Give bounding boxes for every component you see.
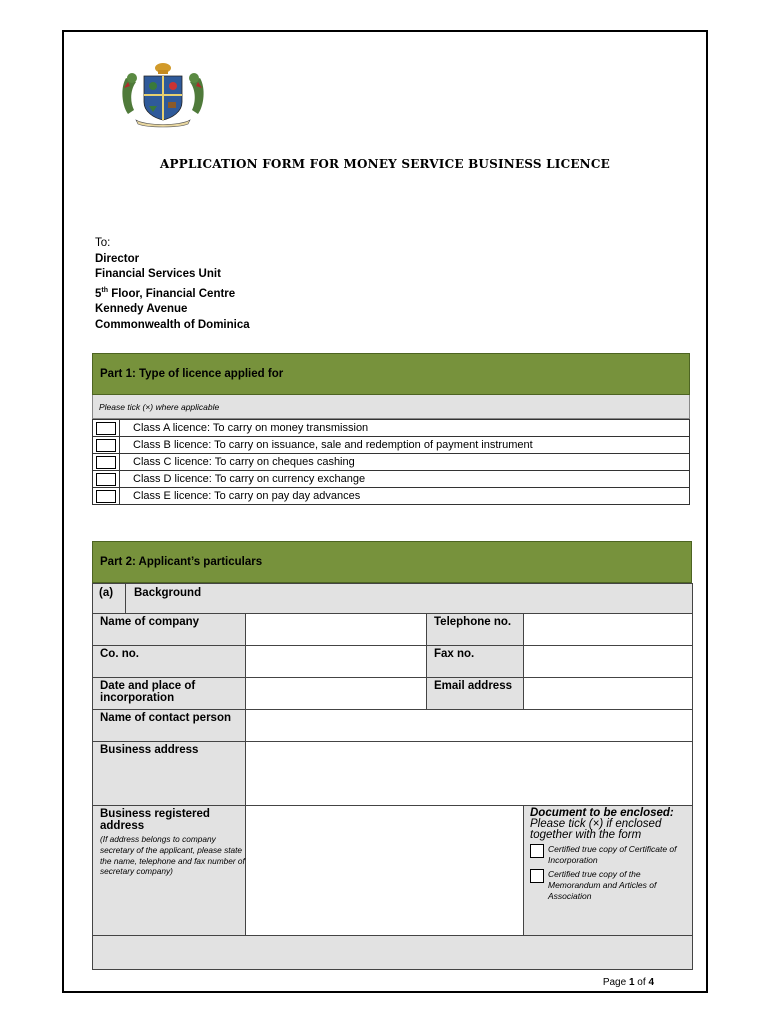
applicant-table [92,583,693,970]
contact-person-field[interactable] [246,710,693,742]
part1-header: Part 1: Type of licence applied for [92,353,690,395]
licence-option-row [93,454,690,471]
company-number-label: Co. no. [93,646,246,678]
business-address-label: Business address [93,742,246,806]
recipient-address [95,236,250,333]
contact-person-label: Name of contact person [93,710,246,742]
memorandum-label: Certified true copy of the Memorandum and Articles of Association [548,869,657,901]
email-label: Email address [427,678,524,710]
documents-enclosed-cell [524,806,693,936]
fax-field[interactable] [524,646,693,678]
business-address-field[interactable] [246,742,693,806]
telephone-field[interactable] [524,614,693,646]
licence-a-label: Class A licence: To carry on money transmission [120,420,690,437]
licence-e-checkbox[interactable] [96,490,116,503]
part2-header: Part 2: Applicant’s particulars [92,541,692,583]
address-line-country: Commonwealth of Dominica [95,318,250,331]
address-line-floor: 5th Floor, Financial Centre [95,286,236,300]
licence-e-label: Class E licence: To carry on pay day advances [120,488,690,505]
company-name-field[interactable] [246,614,427,646]
licence-option-row [93,420,690,437]
documents-instruction: Please tick (×) if enclosed together with the form [530,818,662,841]
incorporation-label: Date and place of incorporation [93,678,246,710]
document-item [530,869,688,902]
memorandum-checkbox[interactable] [530,869,544,883]
incorporation-field[interactable] [246,678,427,710]
address-line-unit: Financial Services Unit [95,268,221,281]
licence-d-label: Class D licence: To carry on currency exchange [120,471,690,488]
empty-grey-row [93,936,693,970]
address-line-street: Kennedy Avenue [95,303,188,316]
licence-c-label: Class C licence: To carry on cheques cashing [120,454,690,471]
registered-address-field[interactable] [246,806,524,936]
page-footer: Page 1 of 4 [602,977,654,988]
registered-address-note: (If address belongs to company secretary of the applicant, please state the name, telephone and fax number of secretary company) [100,834,245,877]
part1-instruction: Please tick (×) where applicable [92,395,690,419]
licence-b-checkbox[interactable] [96,439,116,452]
documents-heading: Document to be enclosed: [530,807,674,819]
telephone-label: Telephone no. [427,614,524,646]
coat-of-arms-crest [116,58,210,128]
document-item [530,844,688,866]
certificate-label: Certified true copy of Certificate of Incorporation [548,844,677,865]
section-letter: (a) [93,584,126,614]
form-title: APPLICATION FORM FOR MONEY SERVICE BUSINESS LICENCE [160,157,610,171]
licence-options-table [92,419,690,505]
company-number-field[interactable] [246,646,427,678]
company-name-label: Name of company [93,614,246,646]
part1-licence-type [92,353,690,505]
licence-c-checkbox[interactable] [96,456,116,469]
address-line-director: Director [95,252,140,265]
registered-address-label: Business registered address [100,808,210,832]
licence-option-row [93,437,690,454]
licence-option-row [93,488,690,505]
licence-b-label: Class B licence: To carry on issuance, sale and redemption of payment instrument [120,437,690,454]
address-to: To: [95,237,111,249]
section-title: Background [126,584,693,614]
licence-d-checkbox[interactable] [96,473,116,486]
certificate-checkbox[interactable] [530,844,544,858]
fax-label: Fax no. [427,646,524,678]
licence-a-checkbox[interactable] [96,422,116,435]
licence-option-row [93,471,690,488]
registered-address-label-cell [93,806,246,936]
part2-applicant-particulars [92,541,692,970]
email-field[interactable] [524,678,693,710]
